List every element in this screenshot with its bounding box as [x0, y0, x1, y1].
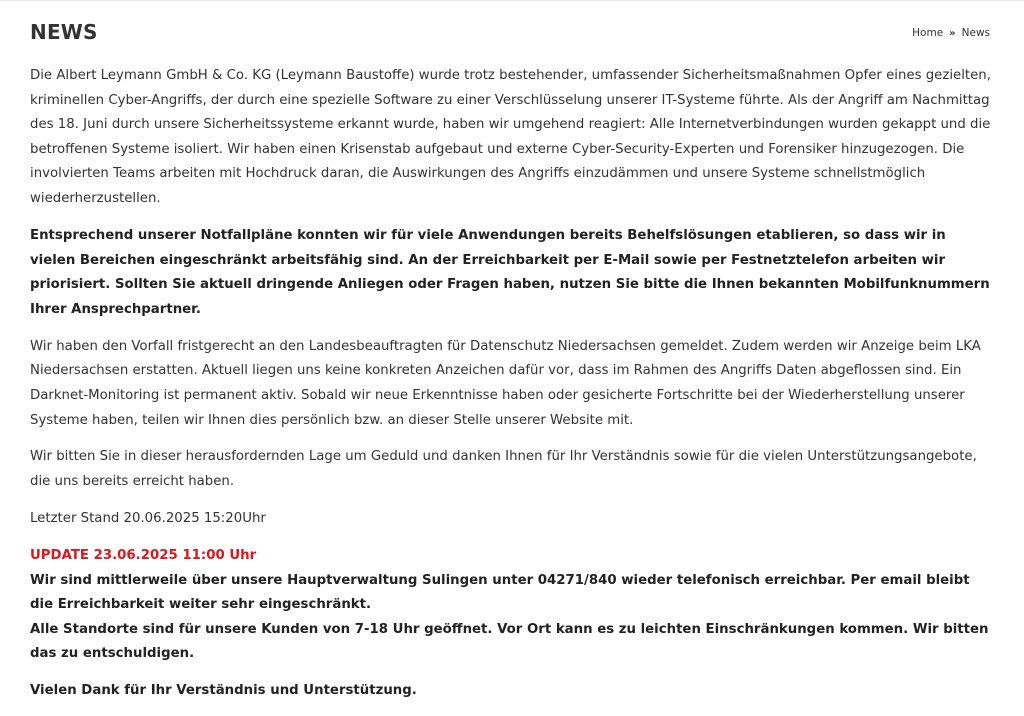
article-paragraph-4: Wir bitten Sie in dieser herausfordernden Lage um Geduld und danken Ihnen für Ihr Verständnis sowie für die vielen Unterstützungsangebote, die uns bereits erreicht haben. [30, 449, 977, 490]
update-line-1: Wir sind mittlerweile über unsere Hauptverwaltung Sulingen unter 04271/840 wieder telefonisch erreichbar. Per email bleibt die Erreichbarkeit weiter sehr eingeschränkt. [30, 572, 970, 613]
article-body [30, 64, 992, 716]
update-line-2: Alle Standorte sind für unsere Kunden von 7-18 Uhr geöffnet. Vor Ort kann es zu leichten Einschränkungen kommen. Wir bitten das zu entschuldigen. [30, 621, 989, 662]
last-status-text: Letzter Stand 20.06.2025 15:20Uhr [30, 511, 266, 527]
closing-text: Vielen Dank für Ihr Verständnis und Unterstützung. [30, 683, 417, 699]
top-divider [0, 0, 1024, 1]
breadcrumb-separator-icon: » [949, 27, 956, 39]
article-paragraph-2: Entsprechend unserer Notfallpläne konnten wir für viele Anwendungen bereits Behelfslösungen etablieren, so dass wir in vielen Bereichen eingeschränkt arbeitsfähig sind. An der Erreichbarkeit per E-Mail sowie per Festnetztelefon arbeiten wir priorisiert. Sollten Sie aktuell dringende Anliegen oder Fragen haben, nutzen Sie bitte die Ihnen bekannten Mobilfunknummern Ihrer Ansprechpartner. [30, 227, 990, 317]
article-paragraph-1: Die Albert Leymann GmbH & Co. KG (Leymann Baustoffe) wurde trotz bestehender, umfassender Sicherheitsmaßnahmen Opfer eines gezielten, kriminellen Cyber-Angriffs, der durch eine spezielle Software zu einer Verschlüsselung unserer IT-Systeme führte. Als der Angriff am Nachmittag des 18. Juni durch unsere Sicherheitssysteme erkannt wurde, haben wir umgehend reagiert: Alle Internetverbindungen wurden gekappt und die betroffenen Systeme isoliert. Wir haben einen Krisenstab aufgebaut und externe Cyber-Security-Experten und Forensiker hinzugezogen. Die involvierten Teams arbeiten mit Hochdruck daran, die Auswirkungen des Angriffs einzudämmen und unsere Systeme schnellstmöglich wiederherzustellen. [30, 68, 991, 206]
update-heading: UPDATE 23.06.2025 11:00 Uhr [30, 548, 257, 564]
breadcrumb-home-link[interactable]: Home [912, 27, 944, 39]
breadcrumb [912, 27, 990, 39]
article-paragraph-3: Wir haben den Vorfall fristgerecht an den Landesbeauftragten für Datenschutz Niedersachsen gemeldet. Zudem werden wir Anzeige beim LKA Niedersachsen erstatten. Aktuell liegen uns keine konkreten Anzeichen dafür vor, dass im Rahmen des Angriffs Daten abgeflossen sind. Ein Darknet-Monitoring ist permanent aktiv. Sobald wir neue Erkenntnisse haben oder gesicherte Fortschritte bei der Wiederherstellung unserer Systeme haben, teilen wir Ihnen dies persönlich bzw. an dieser Stelle unserer Website mit. [30, 338, 981, 428]
page-header [30, 18, 990, 48]
breadcrumb-current: News [961, 27, 990, 39]
page-title: NEWS [30, 20, 98, 44]
update-section [30, 544, 992, 667]
